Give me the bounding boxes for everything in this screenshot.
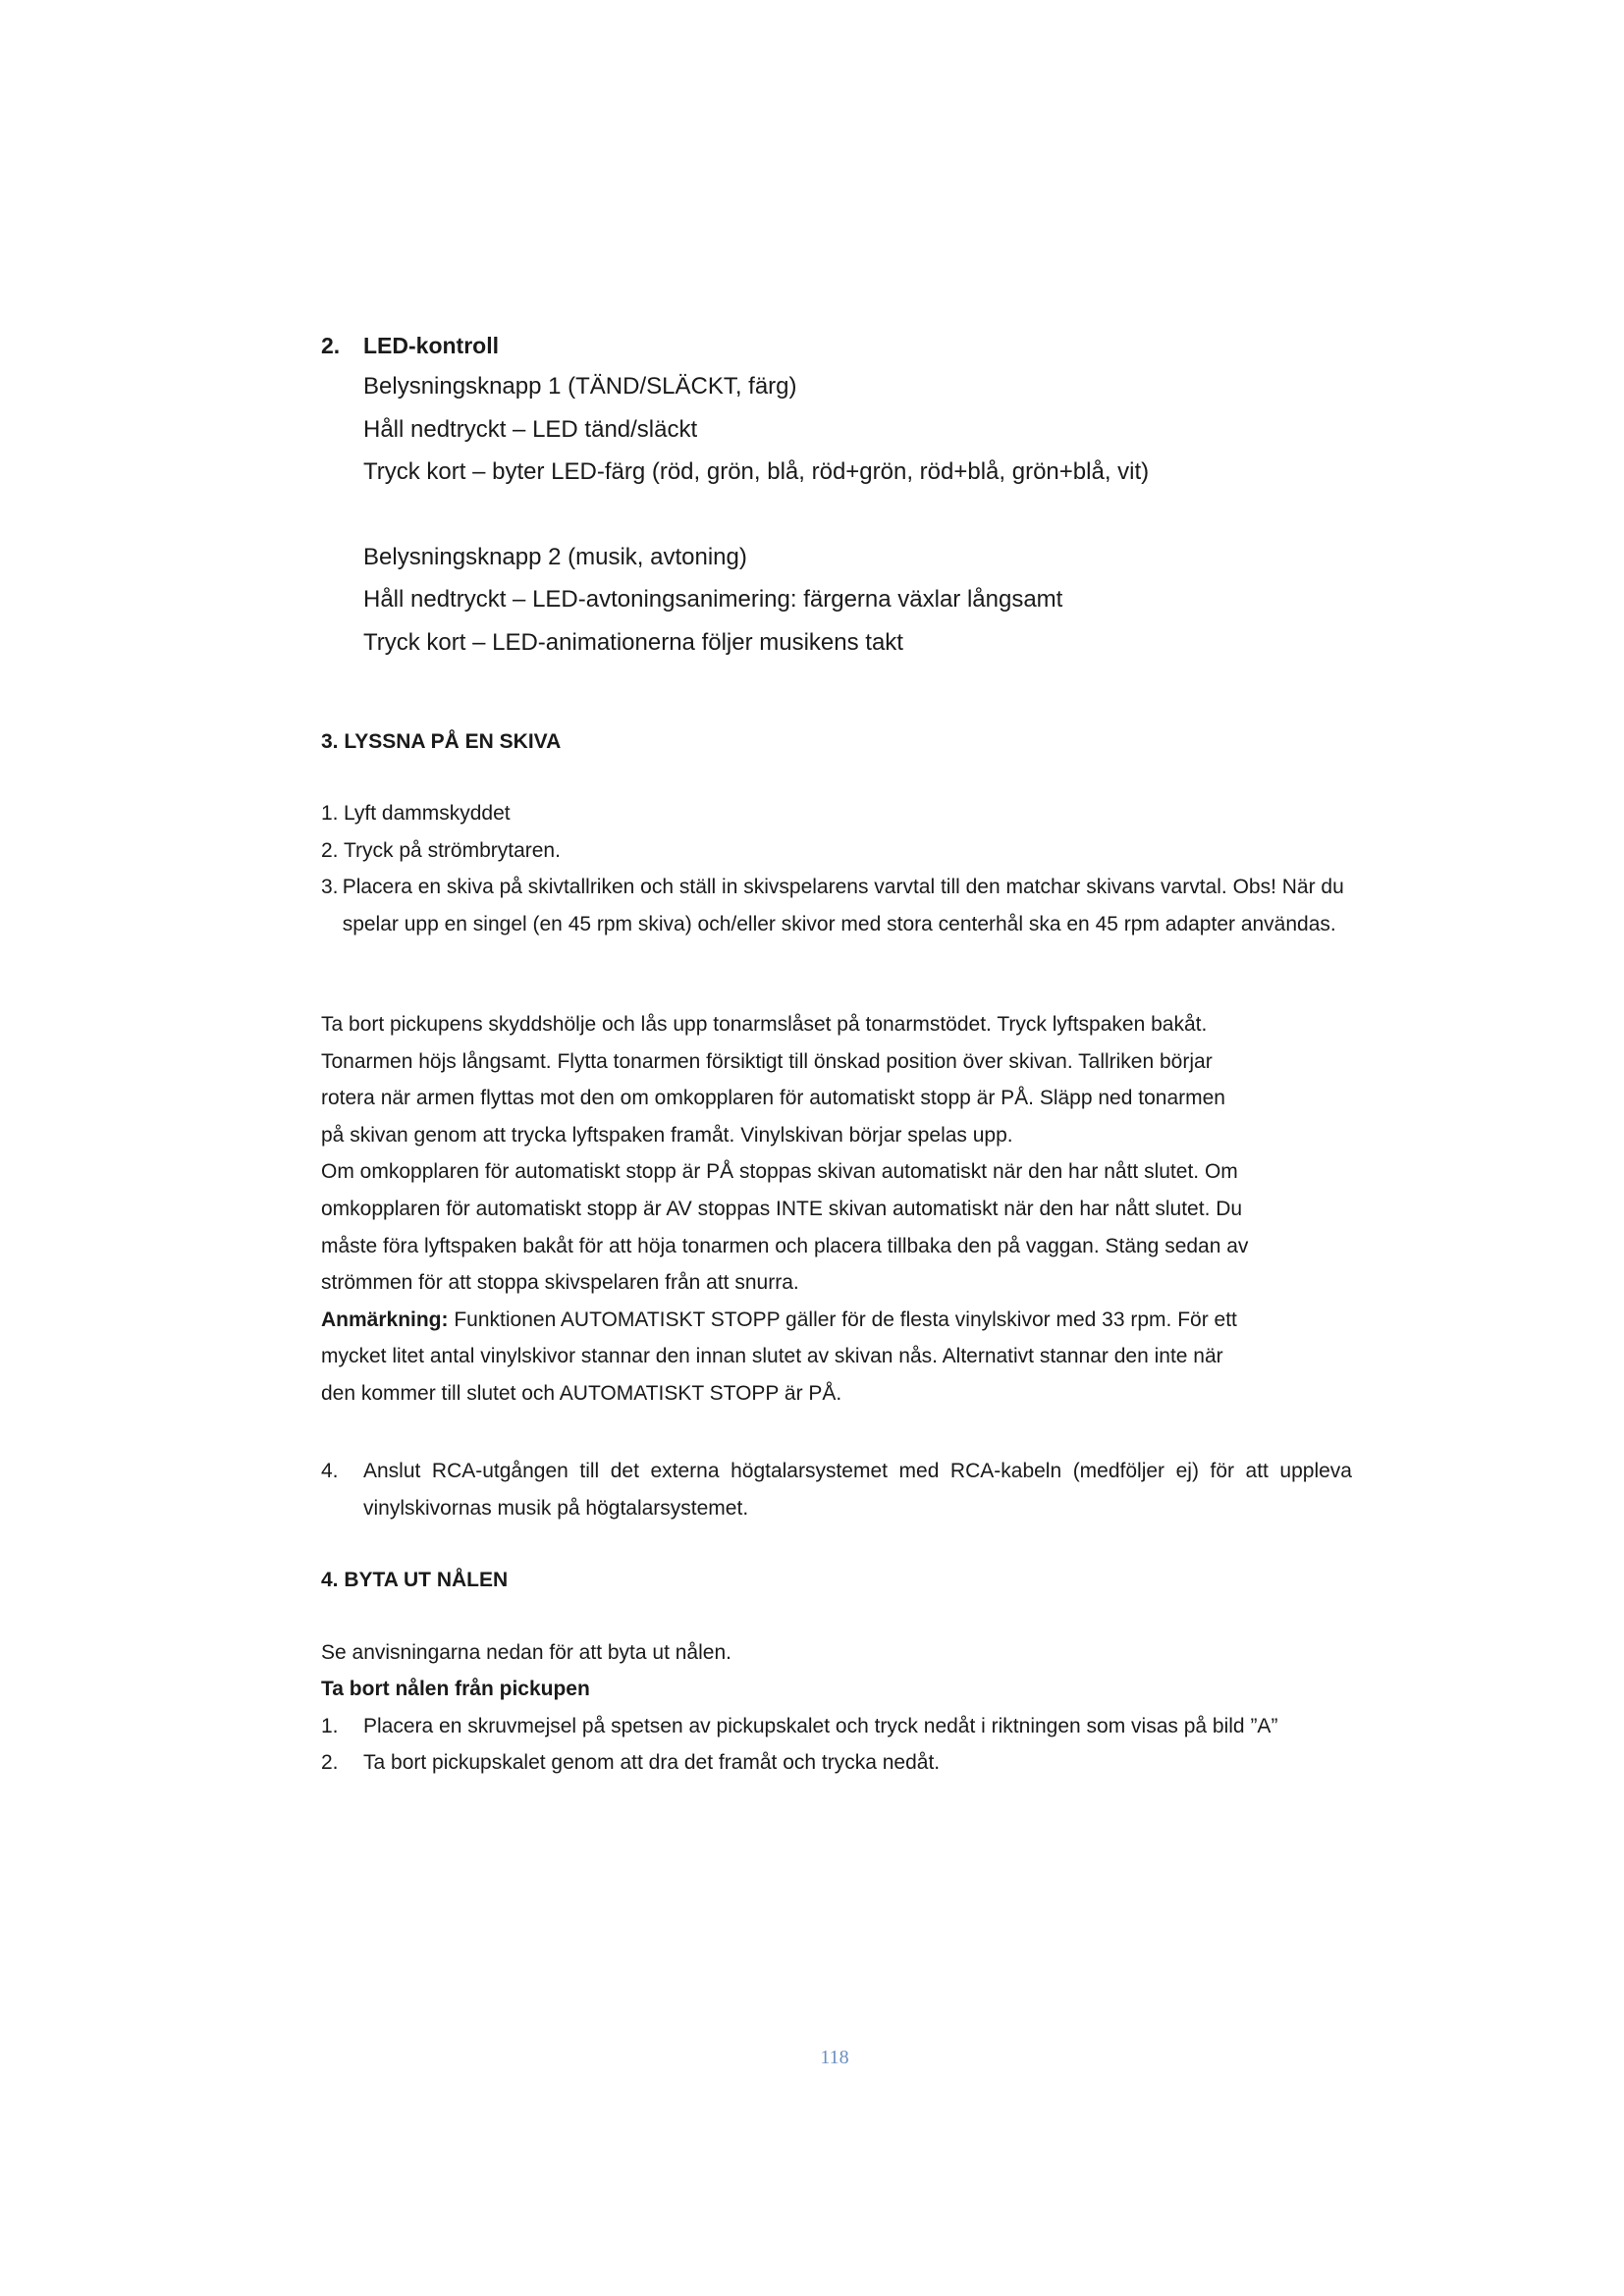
- list-item: [321, 1453, 1352, 1526]
- led-line-6: Tryck kort – LED-animationerna följer musikens takt: [363, 628, 903, 656]
- list-item: [321, 869, 1352, 942]
- led-line-3: Tryck kort – byter LED-färg (röd, grön, blå, röd+grön, röd+blå, grön+blå, vit): [363, 458, 1150, 485]
- list-number: 1.: [321, 802, 339, 825]
- section-title: LED-kontroll: [363, 333, 499, 358]
- list-item: [321, 1708, 1352, 1744]
- paragraph-line: Ta bort pickupens skyddshölje och lås upp tonarmslåset på tonarmstödet. Tryck lyftspaken bakåt.: [321, 1013, 1208, 1036]
- note-line: [321, 1302, 1352, 1339]
- page-number: 118: [820, 2047, 849, 2068]
- replace-needle-steps: [321, 1634, 1352, 1782]
- paragraph-line: omkopplaren för automatiskt stopp är AV stoppas INTE skivan automatiskt när den har nått slutet. Du: [321, 1197, 1243, 1220]
- paragraph-line: Tonarmen höjs långsamt. Flytta tonarmen försiktigt till önskad position över skivan. Tallriken börjar: [321, 1049, 1213, 1073]
- paragraph-line: på skivan genom att trycka lyftspaken framåt. Vinylskivan börjar spelas upp.: [321, 1123, 1013, 1147]
- list-text: Tryck på strömbrytaren.: [344, 838, 561, 862]
- subheading: Ta bort nålen från pickupen: [321, 1678, 590, 1701]
- intro-text: Se anvisningarna nedan för att byta ut nålen.: [321, 1641, 731, 1664]
- list-number: 2.: [321, 838, 339, 862]
- paragraph-line: rotera när armen flyttas mot den om omkopplaren för automatiskt stopp är PÅ. Släpp ned tonarmen: [321, 1087, 1225, 1110]
- paragraph-line: strömmen för att stoppa skivspelaren från att snurra.: [321, 1271, 799, 1295]
- listen-steps: [321, 795, 1352, 942]
- section-led-control: [321, 326, 1352, 664]
- led-line-4: Belysningsknapp 2 (musik, avtoning): [363, 543, 747, 570]
- note-line: mycket litet antal vinylskivor stannar den innan slutet av skivan nås. Alternativt stannar den inte när: [321, 1345, 1223, 1368]
- list-text: Placera en skruvmejsel på spetsen av pickupskalet och tryck nedåt i riktningen som visas på bild ”A”: [363, 1714, 1278, 1737]
- section-number: 2.: [321, 333, 341, 358]
- list-item: [321, 795, 1352, 832]
- note-label: Anmärkning:: [321, 1308, 449, 1331]
- section-heading-listen: 3. LYSSNA PÅ EN SKIVA: [321, 730, 562, 753]
- list-text: Placera en skiva på skivtallriken och ställ in skivspelarens varvtal till den matchar skivans varvtal. Obs! När du spelar upp en singel (en 45 rpm skiva) och/eller skivor med stora centerhål ska en 45 rpm adapter användas.: [342, 876, 1344, 935]
- led-line-5: Håll nedtryckt – LED-avtoningsanimering: färgerna växlar långsamt: [363, 586, 1063, 613]
- list-item: [321, 1744, 1352, 1781]
- note-text: Funktionen AUTOMATISKT STOPP gäller för de flesta vinylskivor med 33 rpm. För ett: [448, 1308, 1237, 1331]
- paragraph-line: Om omkopplaren för automatiskt stopp är PÅ stoppas skivan automatiskt när den har nått slutet. Om: [321, 1160, 1238, 1184]
- list-number: 3.: [321, 876, 339, 898]
- list-number: 2.: [321, 1751, 339, 1775]
- led-line-2: Håll nedtryckt – LED tänd/släckt: [363, 415, 698, 443]
- list-number: 4.: [321, 1460, 339, 1482]
- paragraph-line: måste föra lyftspaken bakåt för att höja tonarmen och placera tillbaka den på vaggan. Stäng sedan av: [321, 1234, 1249, 1257]
- list-text: Anslut RCA-utgången till det externa högtalarsystemet med RCA-kabeln (medföljer ej) för att uppleva vinylskivornas musik på högtalarsystemet.: [363, 1460, 1352, 1520]
- list-text: Lyft dammskyddet: [344, 802, 511, 825]
- list-number: 1.: [321, 1714, 339, 1737]
- list-text: Ta bort pickupskalet genom att dra det framåt och trycka nedåt.: [363, 1751, 941, 1775]
- list-item: [321, 832, 1352, 870]
- playback-instructions: [321, 1006, 1352, 1413]
- section-heading: [321, 326, 1352, 365]
- note-line: den kommer till slutet och AUTOMATISKT STOPP är PÅ.: [321, 1381, 842, 1405]
- section-heading-replace-needle: 4. BYTA UT NÅLEN: [321, 1569, 509, 1591]
- led-line-1: Belysningsknapp 1 (TÄND/SLÄCKT, färg): [363, 373, 797, 400]
